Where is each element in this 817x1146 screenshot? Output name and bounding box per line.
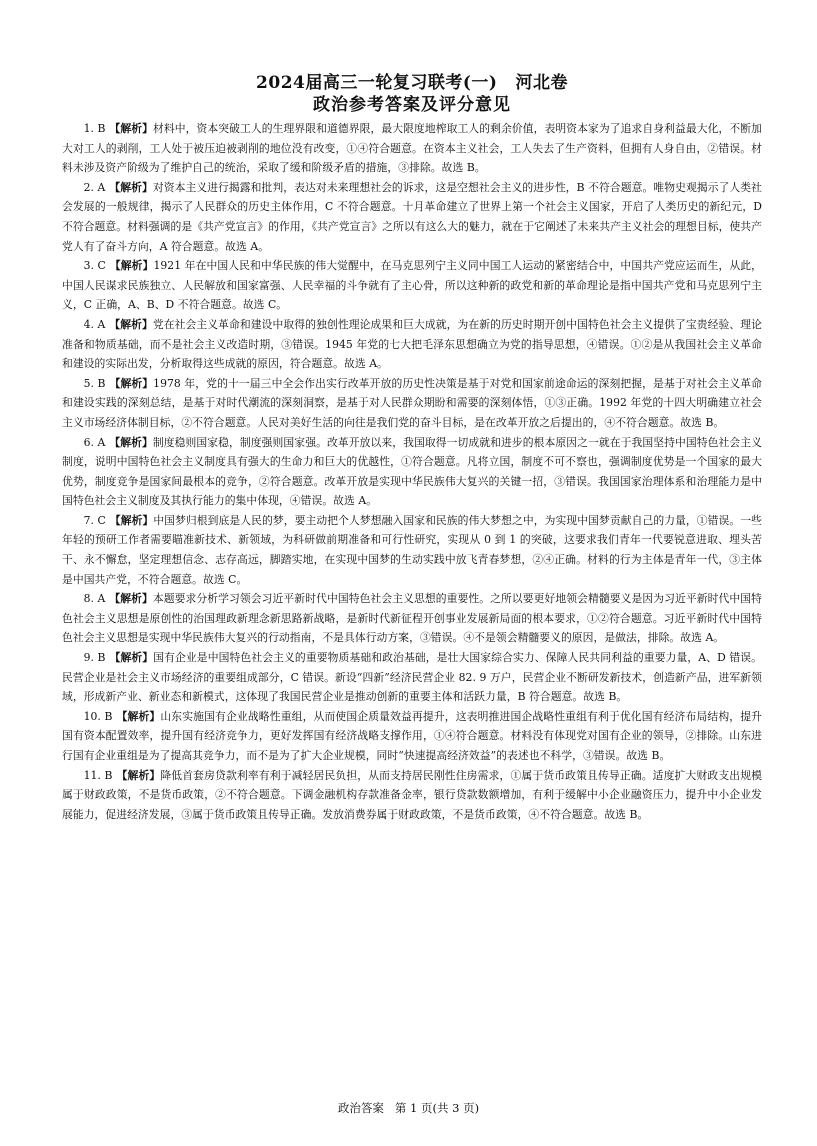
answer-text: 1921 年在中国人民和中华民族的伟大觉醒中，在马克思列宁主义同中国工人运动的紧密结合中，中国共产党应运而生，从此，中国人民谋求民族独立、人民解放和国家富强、人民幸福的斗争就有了主心骨，所以这种新的政党和新的革命理论是指中国共产党和马克思列宁主义，C 正确，A、B、D 不符合题意。故选 C。 — [62, 259, 762, 312]
answer-number: 4. A — [83, 317, 106, 331]
answer-item-2 — [62, 178, 762, 256]
document-subtitle: 政治参考答案及评分意见 — [313, 95, 511, 115]
analysis-tag: 【解析】 — [109, 651, 154, 665]
answer-item-6 — [62, 433, 762, 511]
answer-text: 1978 年，党的十一届三中全会作出实行改革开放的历史性决策是基于对党和国家前途命运的深刻把握，是基于对社会主义革命和建设实践的深刻总结，是基于对时代潮流的深刻洞察，是基于对人民群众期盼和需要的深刻体悟，①③正确。1992 年党的十四大明确建立社会主义市场经济体制目标，②不符合题意。人民对美好生活的向往是我们党的奋斗目标，是在改革开放之后提出的，④不符合题意。故选 B。 — [62, 376, 762, 429]
answer-number: 5. B — [83, 376, 106, 390]
answer-list — [62, 119, 762, 824]
analysis-tag: 【解析】 — [109, 122, 154, 135]
answer-number: 9. B — [83, 651, 106, 665]
answer-number: 6. A — [83, 435, 106, 449]
answer-document — [62, 72, 762, 824]
answer-text: 国有企业是中国特色社会主义的重要物质基础和政治基础，是壮大国家综合实力、保障人民共同利益的重要力量，A、D 错误。民营企业是社会主义市场经济的重要组成部分，C 错误。新设“四新”经济民营企业 82. 9 万户，民营企业不断研发新技术，创造新产品，进军新领域，形成新产业、新业态和新模式，这体现了我国民营企业是推动创新的重要主体和活跃力量，B 符合题意。故选 B。 — [62, 651, 763, 704]
exam-title: 2024届高三一轮复习联考(一) — [256, 73, 498, 93]
answer-number: 11. B — [83, 768, 113, 782]
answer-text: 本题要求分析学习领会习近平新时代中国特色社会主义思想的重要性。之所以要更好地领会精髓要义是因为习近平新时代中国特色社会主义思想是原创性的治国理政新理念新思路新战略，是新时代新征程开创事业发展新局面的根本要求，①②符合题意。习近平新时代中国特色社会主义思想是实现中华民族伟大复兴的行动指南，不是具体行动方案，③错误。④不是领会精髓要义的原因，是做法，排除。故选 A。 — [62, 592, 763, 645]
answer-number: 1. B — [83, 122, 106, 135]
analysis-tag: 【解析】 — [109, 180, 153, 194]
analysis-tag: 【解析】 — [109, 259, 154, 273]
answer-item-10 — [62, 707, 762, 766]
answer-text: 中国梦归根到底是人民的梦，要主动把个人梦想融入国家和民族的伟大梦想之中，为实现中国梦贡献自己的力量，①错误。一些年轻的预研工作者需要瞄准新技术、新领域，为科研做前期准备和可行性研究，实现从 0 到 1 的突破，这要求我们青年一代要锐意进取、埋头苦干、永不懈怠，坚定理想信念、志存高远，脚踏实地，在实现中国梦的生动实践中放飞青春梦想，②④正确。材料的行为主体是青年一代，③主体是中国共产党，不符合题意。故选 C。 — [62, 513, 763, 586]
answer-item-9 — [62, 648, 762, 707]
analysis-tag: 【解析】 — [109, 376, 154, 390]
answer-item-3 — [62, 256, 762, 315]
analysis-tag: 【解析】 — [109, 317, 153, 331]
answer-number: 3. C — [83, 259, 106, 273]
answer-number: 8. A — [83, 592, 106, 606]
document-title — [62, 72, 762, 94]
answer-number: 2. A — [83, 180, 106, 194]
analysis-tag: 【解析】 — [116, 768, 161, 782]
answer-text: 对资本主义进行揭露和批判，表达对未来理想社会的诉求，这是空想社会主义的进步性，B 不符合题意。唯物史观揭示了人类社会发展的一般规律，揭示了人民群众的历史主体作用，C 不符合题意。十月革命建立了世界上第一个社会主义国家，开启了人类历史的新纪元，D 不符合题意。材料强调的是《共产党宣言》的作用，《共产党宣言》之所以有这么大的魅力，就在于它阐述了未来共产主义社会的理想目标，使共产党人有了奋斗方向，A 符合题意。故选 A。 — [62, 180, 763, 253]
answer-text: 降低首套房贷款利率有利于减轻居民负担，从而支持居民刚性住房需求，①属于货币政策且传导正确。适度扩大财政支出规模属于财政政策，不是货币政策，②不符合题意。下调金融机构存款准备金率，银行贷款数额增加，有利于缓解中小企业融资压力，提升中小企业发展能力，促进经济发展，③属于货币政策且传导正确。发放消费券属于财政政策，不是货币政策，④不符合题意。故选 B。 — [62, 768, 762, 821]
analysis-tag: 【解析】 — [109, 435, 153, 449]
answer-number: 7. C — [83, 513, 106, 527]
answer-text: 山东实施国有企业战略性重组，从而使国企质量效益再提升，这表明推进国企战略性重组有利于优化国有经济布局结构，提升国有资本配置效率，提升国有经济竞争力，更好发挥国有经济战略支撑作用，①④符合题意。材料没有体现党对国有企业的领导，②排除。山东进行国有企业重组是为了提高其竞争力，而不是为了扩大企业规模，同时“快速提高经济效益”的表述也不科学，③错误。故选 B。 — [62, 709, 762, 762]
answer-text: 材料中，资本突破工人的生理界限和道德界限，最大限度地榨取工人的剩余价值，表明资本家为了追求自身利益最大化，不断加大对工人的剥削，工人处于被压迫被剥削的地位没有改变，①④符合题意。在资本主义社会，工人失去了生产资料，但拥有人身自由，②错误。材料未涉及资产阶级为了维护自己的统治，采取了缓和阶级矛盾的措施，③排除。故选 B。 — [62, 122, 763, 175]
answer-item-5 — [62, 374, 762, 433]
answer-number: 10. B — [83, 709, 113, 723]
page-footer — [0, 1100, 817, 1116]
analysis-tag: 【解析】 — [109, 513, 154, 527]
answer-text: 制度稳则国家稳，制度强则国家强。改革开放以来，我国取得一切成就和进步的根本原因之一就在于我国坚持中国特色社会主义制度，说明中国特色社会主义制度具有强大的生命力和巨大的优越性，①符合题意。凡将立国，制度不可不察也，强调制度优势是一个国家的最大优势，制度竞争是国家间最根本的竞争，②符合题意。改革开放是实现中华民族伟大复兴的关键一招，③错误。我国国家治理体系和治理能力是中国特色社会主义制度及其执行能力的集中体现，④错误。故选 A。 — [62, 435, 763, 508]
analysis-tag: 【解析】 — [109, 592, 153, 606]
answer-item-8 — [62, 589, 762, 648]
footer-page-number: 第 1 页(共 3 页) — [394, 1101, 480, 1115]
answer-item-1 — [62, 119, 762, 178]
footer-subject: 政治答案 — [337, 1101, 384, 1115]
answer-item-11 — [62, 766, 762, 825]
exam-region: 河北卷 — [515, 73, 568, 93]
answer-text: 党在社会主义革命和建设中取得的独创性理论成果和巨大成就，为在新的历史时期开创中国特色社会主义提供了宝贵经验、理论准备和物质基础，而不是社会主义改造时期，③错误。1945 年党的七大把毛泽东思想确立为党的指导思想，④错误。①②是从我国社会主义革命和建设的实际出发，分析取得这些成就的原因，符合题意。故选 A。 — [62, 317, 763, 371]
answer-item-4 — [62, 315, 762, 374]
answer-item-7 — [62, 511, 762, 589]
analysis-tag: 【解析】 — [116, 709, 161, 723]
